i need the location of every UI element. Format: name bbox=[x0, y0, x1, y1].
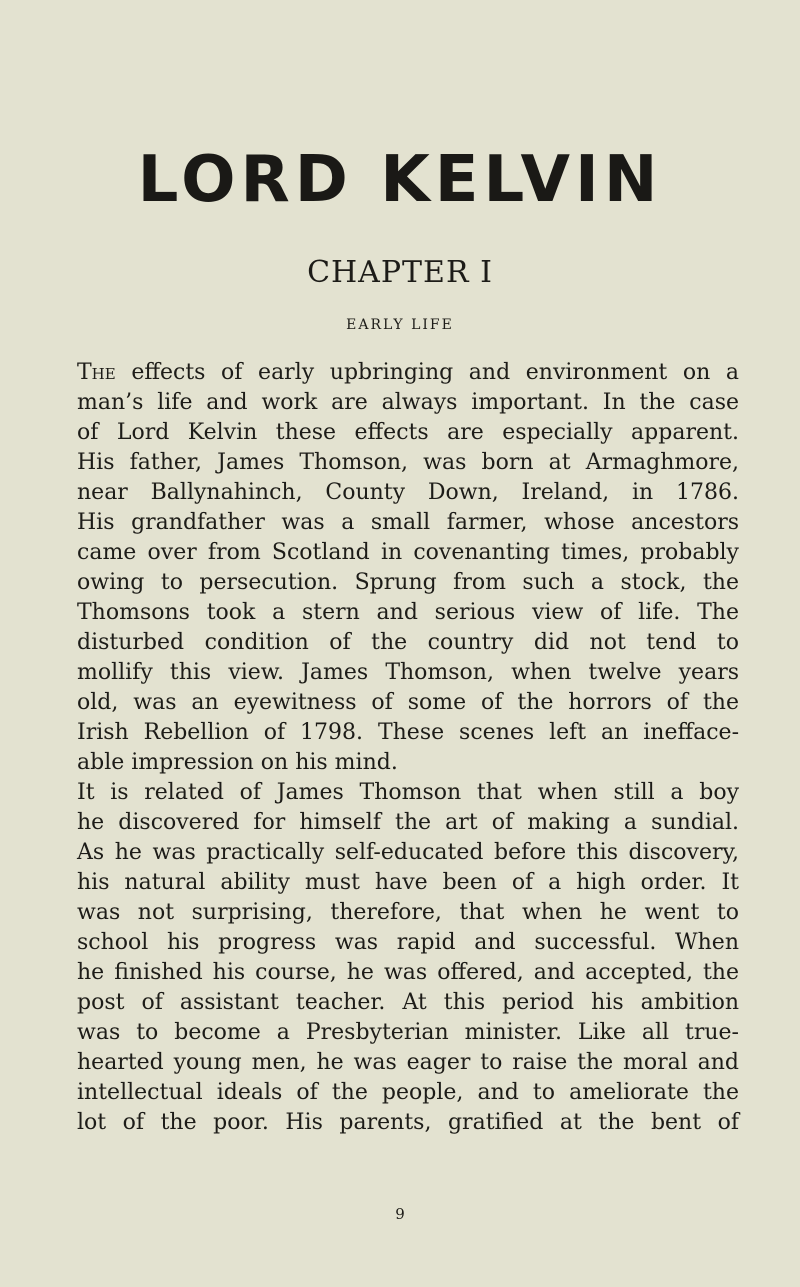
text-line: lot of the poor. His parents, gratified at the bent of bbox=[77, 1110, 739, 1135]
text-line: Irish Rebellion of 1798. These scenes left an inefface- bbox=[77, 720, 739, 745]
body-text bbox=[77, 358, 739, 1138]
page-number: 9 bbox=[395, 1205, 405, 1223]
text-line: It is related of James Thomson that when still a boy bbox=[77, 780, 739, 805]
text-line: mollify this view. James Thomson, when twelve years bbox=[77, 660, 739, 685]
text-line: disturbed condition of the country did not tend to bbox=[77, 630, 739, 655]
text-line: he discovered for himself the art of making a sundial. bbox=[77, 810, 739, 835]
text-line: His grandfather was a small farmer, whose ancestors bbox=[77, 510, 739, 535]
text-line: owing to persecution. Sprung from such a stock, the bbox=[77, 570, 739, 595]
text-line: Thomsons took a stern and serious view of life. The bbox=[77, 600, 739, 625]
text-line: came over from Scotland in covenanting times, probably bbox=[77, 540, 739, 565]
text-line: his natural ability must have been of a high order. It bbox=[77, 870, 739, 895]
text-line: he finished his course, he was offered, and accepted, the bbox=[77, 960, 739, 985]
text-line: was to become a Presbyterian minister. Like all true- bbox=[77, 1020, 739, 1045]
book-title: LORD KELVIN bbox=[137, 143, 663, 217]
text-line: school his progress was rapid and successful. When bbox=[77, 930, 739, 955]
text-line: of Lord Kelvin these effects are especially apparent. bbox=[77, 420, 739, 445]
text-line: post of assistant teacher. At this period his ambition bbox=[77, 990, 739, 1015]
text-line: intellectual ideals of the people, and to ameliorate the bbox=[77, 1080, 739, 1105]
chapter-heading: CHAPTER I bbox=[307, 255, 493, 290]
lead-word: The bbox=[77, 360, 116, 385]
text-line: was not surprising, therefore, that when he went to bbox=[77, 900, 739, 925]
text-line: As he was practically self-educated before this discovery, bbox=[77, 840, 739, 865]
text-line: hearted young men, he was eager to raise the moral and bbox=[77, 1050, 739, 1075]
text-line: old, was an eyewitness of some of the horrors of the bbox=[77, 690, 739, 715]
text-line: able impression on his mind. bbox=[77, 750, 398, 775]
text-line: near Ballynahinch, County Down, Ireland, in 1786. bbox=[77, 480, 739, 505]
chapter-subtitle: EARLY LIFE bbox=[346, 317, 454, 333]
text-line: The effects of early upbringing and environment on a bbox=[77, 360, 739, 385]
text-line: His father, James Thomson, was born at Armaghmore, bbox=[77, 450, 739, 475]
text-line: man’s life and work are always important. In the case bbox=[77, 390, 739, 415]
